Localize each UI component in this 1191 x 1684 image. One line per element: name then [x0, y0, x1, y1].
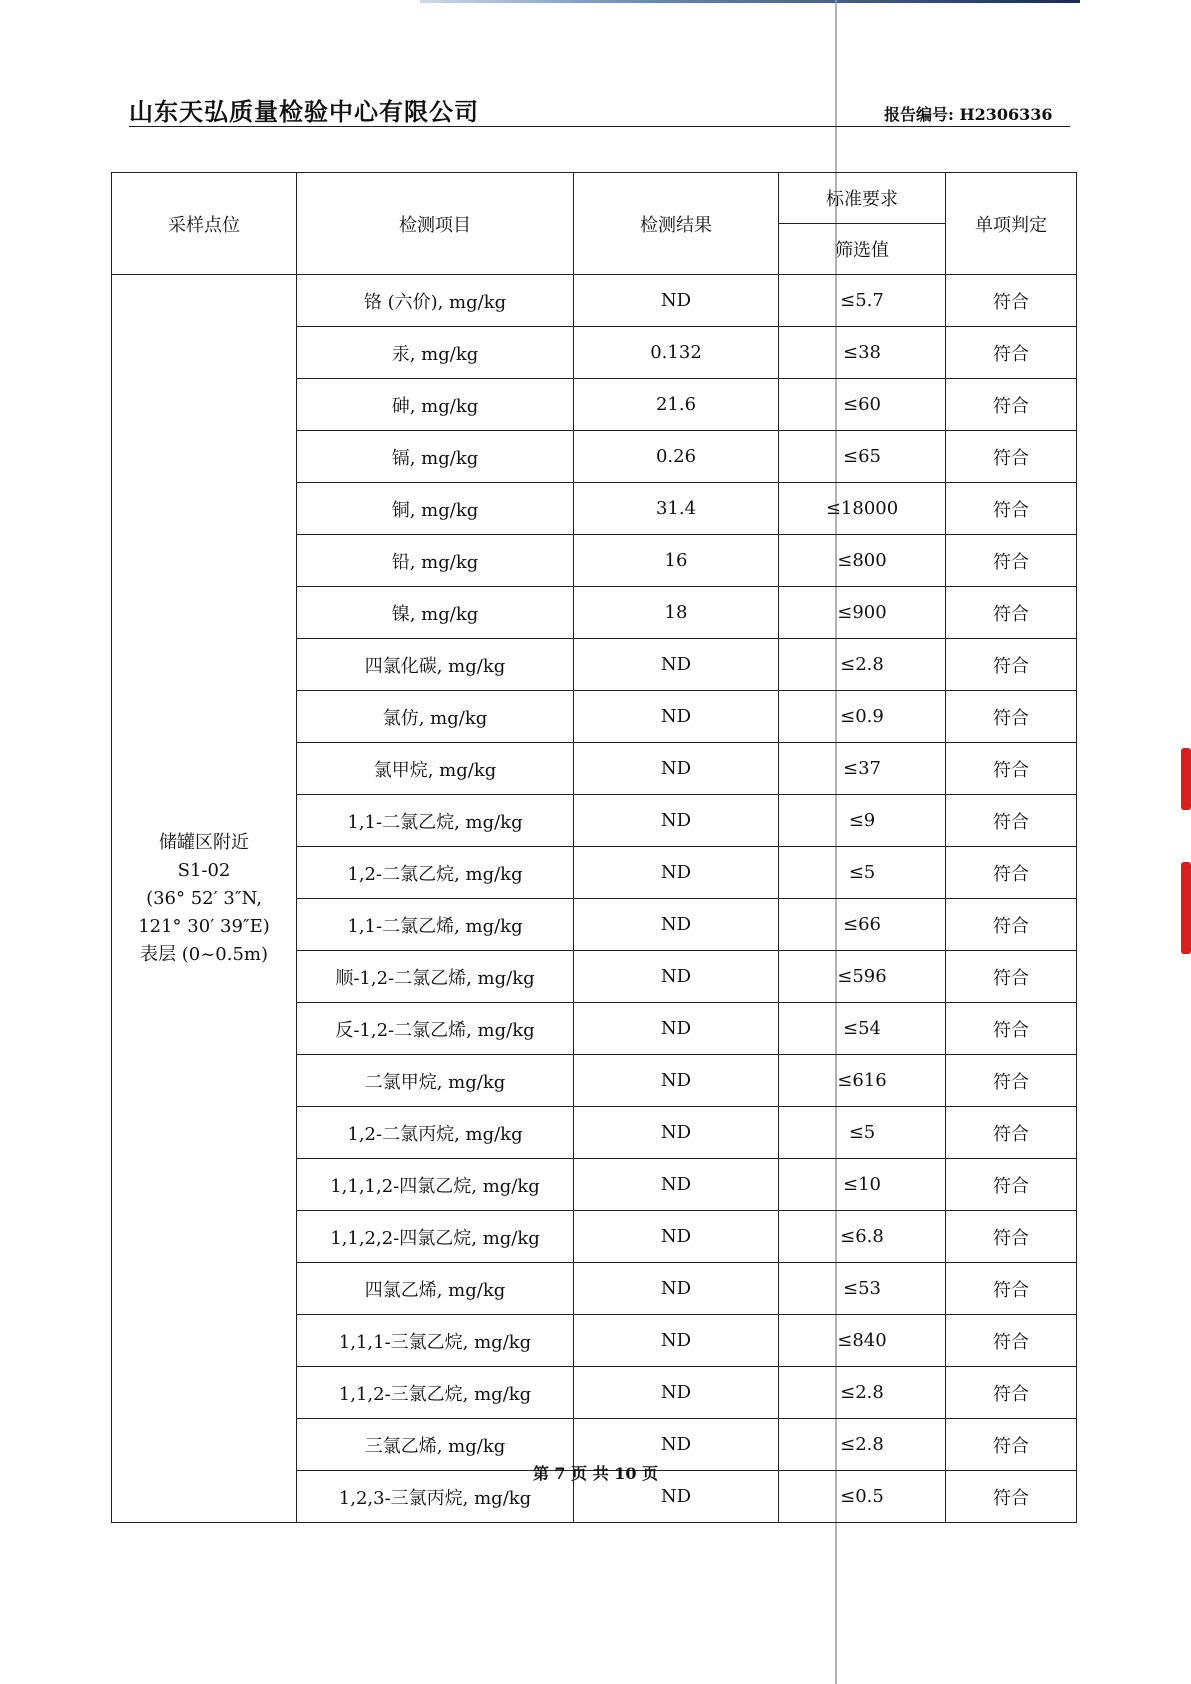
screening-value-cell: ≤9 — [779, 795, 946, 847]
screening-value-cell: ≤840 — [779, 1315, 946, 1367]
table-row — [112, 275, 1077, 327]
test-result-cell: ND — [574, 1315, 779, 1367]
screening-value-cell: ≤18000 — [779, 483, 946, 535]
test-item-cell: 砷, mg/kg — [297, 379, 574, 431]
page-number: 第 7 页 共 10 页 — [532, 1464, 659, 1483]
screening-value-cell: ≤60 — [779, 379, 946, 431]
judgement-cell: 符合 — [946, 535, 1077, 587]
test-result-cell: ND — [574, 951, 779, 1003]
screening-value-cell: ≤5 — [779, 847, 946, 899]
test-item-cell: 1,1,1-三氯乙烷, mg/kg — [297, 1315, 574, 1367]
test-result-cell: 16 — [574, 535, 779, 587]
test-result-cell: 31.4 — [574, 483, 779, 535]
screening-value-cell: ≤54 — [779, 1003, 946, 1055]
judgement-cell: 符合 — [946, 847, 1077, 899]
screening-value-cell: ≤0.5 — [779, 1471, 946, 1523]
test-result-cell: ND — [574, 639, 779, 691]
judgement-cell: 符合 — [946, 899, 1077, 951]
test-item-cell: 1,1-二氯乙烯, mg/kg — [297, 899, 574, 951]
screening-value-cell: ≤5.7 — [779, 275, 946, 327]
company-name: 山东天弘质量检验中心有限公司 — [129, 98, 479, 126]
test-result-cell: ND — [574, 1263, 779, 1315]
sample-point-cell — [112, 275, 297, 1523]
header-judgement: 单项判定 — [946, 173, 1077, 275]
report-number: 报告编号: H2306336 — [884, 105, 1053, 124]
judgement-cell: 符合 — [946, 327, 1077, 379]
judgement-cell: 符合 — [946, 691, 1077, 743]
judgement-cell: 符合 — [946, 483, 1077, 535]
test-result-cell: ND — [574, 275, 779, 327]
screening-value-cell: ≤800 — [779, 535, 946, 587]
test-item-cell: 反-1,2-二氯乙烯, mg/kg — [297, 1003, 574, 1055]
judgement-cell: 符合 — [946, 795, 1077, 847]
judgement-cell: 符合 — [946, 1471, 1077, 1523]
judgement-cell: 符合 — [946, 1263, 1077, 1315]
screening-value-cell: ≤37 — [779, 743, 946, 795]
test-item-cell: 顺-1,2-二氯乙烯, mg/kg — [297, 951, 574, 1003]
screening-value-cell: ≤38 — [779, 327, 946, 379]
test-result-cell: 21.6 — [574, 379, 779, 431]
judgement-cell: 符合 — [946, 587, 1077, 639]
header-divider — [129, 126, 1070, 127]
test-result-cell: ND — [574, 1003, 779, 1055]
test-item-cell: 1,1,2-三氯乙烷, mg/kg — [297, 1367, 574, 1419]
top-scan-band — [420, 0, 1080, 3]
test-item-cell: 四氯乙烯, mg/kg — [297, 1263, 574, 1315]
judgement-cell: 符合 — [946, 1367, 1077, 1419]
test-item-cell: 氯甲烷, mg/kg — [297, 743, 574, 795]
test-item-cell: 1,1,2,2-四氯乙烷, mg/kg — [297, 1211, 574, 1263]
seal-fragment-top — [1181, 748, 1191, 810]
screening-value-cell: ≤0.9 — [779, 691, 946, 743]
test-result-cell: ND — [574, 1419, 779, 1471]
screening-value-cell: ≤2.8 — [779, 1367, 946, 1419]
test-item-cell: 1,2-二氯丙烷, mg/kg — [297, 1107, 574, 1159]
screening-value-cell: ≤66 — [779, 899, 946, 951]
screening-value-cell: ≤65 — [779, 431, 946, 483]
test-item-cell: 四氯化碳, mg/kg — [297, 639, 574, 691]
header-test-item: 检测项目 — [297, 173, 574, 275]
test-item-cell: 二氯甲烷, mg/kg — [297, 1055, 574, 1107]
judgement-cell: 符合 — [946, 1159, 1077, 1211]
test-item-cell: 铅, mg/kg — [297, 535, 574, 587]
judgement-cell: 符合 — [946, 1003, 1077, 1055]
test-item-cell: 镉, mg/kg — [297, 431, 574, 483]
judgement-cell: 符合 — [946, 639, 1077, 691]
screening-value-cell: ≤10 — [779, 1159, 946, 1211]
test-item-cell: 三氯乙烯, mg/kg — [297, 1419, 574, 1471]
test-result-cell: ND — [574, 899, 779, 951]
screening-value-cell: ≤2.8 — [779, 639, 946, 691]
screening-value-cell: ≤53 — [779, 1263, 946, 1315]
screening-value-cell: ≤5 — [779, 1107, 946, 1159]
screening-value-cell: ≤900 — [779, 587, 946, 639]
test-result-cell: 18 — [574, 587, 779, 639]
test-result-cell: ND — [574, 1211, 779, 1263]
screening-value-cell: ≤2.8 — [779, 1419, 946, 1471]
judgement-cell: 符合 — [946, 1055, 1077, 1107]
test-item-cell: 1,1-二氯乙烷, mg/kg — [297, 795, 574, 847]
judgement-cell: 符合 — [946, 379, 1077, 431]
test-item-cell: 1,2-二氯乙烷, mg/kg — [297, 847, 574, 899]
test-results-table — [111, 172, 1077, 1523]
screening-value-cell: ≤596 — [779, 951, 946, 1003]
screening-value-cell: ≤616 — [779, 1055, 946, 1107]
test-item-cell: 铬 (六价), mg/kg — [297, 275, 574, 327]
test-item-cell: 汞, mg/kg — [297, 327, 574, 379]
judgement-cell: 符合 — [946, 743, 1077, 795]
judgement-cell: 符合 — [946, 1211, 1077, 1263]
test-result-cell: ND — [574, 1367, 779, 1419]
judgement-cell: 符合 — [946, 1107, 1077, 1159]
sample-point-line: 121° 30′ 39″E) — [138, 915, 270, 937]
sample-point-line: 储罐区附近 — [159, 831, 249, 853]
sample-point-line: 表层 (0~0.5m) — [140, 943, 268, 965]
test-item-cell: 氯仿, mg/kg — [297, 691, 574, 743]
sample-point-line: S1-02 — [177, 859, 231, 881]
test-result-cell: ND — [574, 847, 779, 899]
test-item-cell: 1,1,1,2-四氯乙烷, mg/kg — [297, 1159, 574, 1211]
judgement-cell: 符合 — [946, 1419, 1077, 1471]
header-screening-value: 筛选值 — [779, 224, 946, 275]
judgement-cell: 符合 — [946, 951, 1077, 1003]
test-item-cell: 镍, mg/kg — [297, 587, 574, 639]
test-result-cell: ND — [574, 1159, 779, 1211]
sample-point-line: (36° 52′ 3″N, — [146, 887, 262, 909]
header-standard: 标准要求 — [779, 173, 946, 224]
test-result-cell: ND — [574, 743, 779, 795]
header-sample-point: 采样点位 — [112, 173, 297, 275]
test-result-cell: ND — [574, 795, 779, 847]
test-result-cell: 0.26 — [574, 431, 779, 483]
screening-value-cell: ≤6.8 — [779, 1211, 946, 1263]
seal-fragment-bottom — [1181, 862, 1191, 954]
test-result-cell: ND — [574, 691, 779, 743]
test-result-cell: ND — [574, 1107, 779, 1159]
test-item-cell: 1,2,3-三氯丙烷, mg/kg — [297, 1471, 574, 1523]
header-test-result: 检测结果 — [574, 173, 779, 275]
judgement-cell: 符合 — [946, 275, 1077, 327]
test-result-cell: ND — [574, 1471, 779, 1523]
test-result-cell: 0.132 — [574, 327, 779, 379]
table-header-row — [112, 173, 1077, 224]
test-result-cell: ND — [574, 1055, 779, 1107]
test-item-cell: 铜, mg/kg — [297, 483, 574, 535]
judgement-cell: 符合 — [946, 1315, 1077, 1367]
judgement-cell: 符合 — [946, 431, 1077, 483]
